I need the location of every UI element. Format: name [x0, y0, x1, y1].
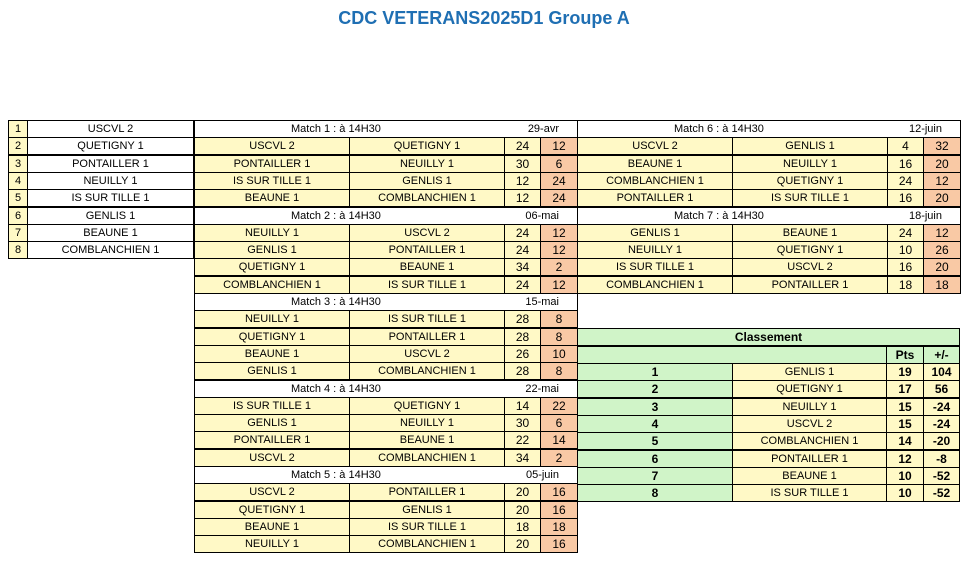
standings-team: COMBLANCHIEN 1 [732, 432, 887, 450]
away-team: QUETIGNY 1 [732, 172, 888, 190]
standings-diff: -8 [923, 450, 960, 468]
away-score: 16 [540, 483, 578, 501]
matchday-label: Match 3 : à 14H30 [291, 296, 381, 308]
home-team: USCVL 2 [194, 449, 350, 467]
away-team: PONTAILLER 1 [732, 276, 888, 294]
home-score: 24 [504, 276, 541, 294]
home-team: QUETIGNY 1 [194, 501, 350, 519]
matchday-header [577, 120, 961, 138]
away-score: 12 [540, 276, 578, 294]
home-score: 24 [887, 172, 924, 190]
team-number: 1 [8, 120, 28, 138]
pts-header: Pts [886, 346, 924, 364]
matchday-date: 05-juin [525, 469, 559, 481]
matchday-label: Match 2 : à 14H30 [291, 209, 381, 222]
standings-pts: 17 [886, 380, 924, 398]
home-score: 16 [887, 258, 924, 276]
home-score: 34 [504, 258, 541, 276]
matchday-label: Match 4 : à 14H30 [291, 382, 381, 395]
away-score: 2 [540, 258, 578, 276]
team-name: COMBLANCHIEN 1 [27, 241, 194, 259]
home-team: COMBLANCHIEN 1 [194, 276, 350, 294]
home-team: BEAUNE 1 [194, 189, 350, 207]
standings-team: PONTAILLER 1 [732, 450, 887, 468]
away-score: 10 [540, 345, 578, 363]
diff-header: +/- [923, 346, 960, 364]
home-score: 12 [504, 172, 541, 190]
home-score: 16 [887, 155, 924, 173]
away-score: 12 [540, 137, 578, 155]
page-title: CDC VETERANS2025D1 Groupe A [338, 8, 630, 28]
home-team: QUETIGNY 1 [194, 258, 350, 276]
matchday-header [194, 466, 578, 484]
standings-team: NEUILLY 1 [732, 398, 887, 416]
standings-pts: 10 [886, 484, 924, 502]
standings-rank: 7 [577, 467, 733, 485]
team-name: PONTAILLER 1 [27, 155, 194, 173]
home-score: 24 [887, 224, 924, 242]
home-team: PONTAILLER 1 [194, 431, 350, 449]
away-score: 8 [540, 310, 578, 328]
away-team: IS SUR TILLE 1 [349, 310, 505, 328]
standings-pts: 15 [886, 415, 924, 433]
home-score: 34 [504, 449, 541, 467]
away-team: GENLIS 1 [349, 501, 505, 519]
away-team: NEUILLY 1 [349, 414, 505, 432]
home-team: IS SUR TILLE 1 [194, 397, 350, 415]
matchday-header [194, 293, 578, 311]
home-team: BEAUNE 1 [577, 155, 733, 173]
home-team: QUETIGNY 1 [194, 328, 350, 346]
home-team: GENLIS 1 [194, 414, 350, 432]
team-number: 8 [8, 241, 28, 259]
standings-rank: 4 [577, 415, 733, 433]
away-team: IS SUR TILLE 1 [349, 276, 505, 294]
home-team: BEAUNE 1 [194, 518, 350, 536]
matchday-label: Match 6 : à 14H30 [674, 123, 764, 135]
home-team: BEAUNE 1 [194, 345, 350, 363]
home-score: 24 [504, 241, 541, 259]
away-team: QUETIGNY 1 [349, 137, 505, 155]
matchday-date: 12-juin [908, 123, 942, 135]
matchday-header [194, 120, 578, 138]
standings-team: GENLIS 1 [732, 363, 887, 381]
home-score: 30 [504, 414, 541, 432]
standings-diff: -24 [923, 398, 960, 416]
team-number: 5 [8, 189, 28, 207]
standings-diff: -20 [923, 432, 960, 450]
away-score: 12 [540, 241, 578, 259]
matchday-date: 18-juin [908, 209, 942, 222]
away-score: 24 [540, 172, 578, 190]
standings-team: IS SUR TILLE 1 [732, 484, 887, 502]
home-score: 20 [504, 535, 541, 553]
away-score: 16 [540, 501, 578, 519]
home-score: 20 [504, 501, 541, 519]
standings-team: QUETIGNY 1 [732, 380, 887, 398]
matchday-label: Match 5 : à 14H30 [291, 469, 381, 481]
team-name: BEAUNE 1 [27, 224, 194, 242]
away-team: IS SUR TILLE 1 [732, 189, 888, 207]
home-team: NEUILLY 1 [194, 224, 350, 242]
away-score: 14 [540, 431, 578, 449]
away-team: USCVL 2 [732, 258, 888, 276]
away-score: 18 [540, 518, 578, 536]
matchday-date: 06-mai [525, 209, 559, 222]
team-number: 7 [8, 224, 28, 242]
away-score: 22 [540, 397, 578, 415]
away-team: USCVL 2 [349, 224, 505, 242]
team-name: NEUILLY 1 [27, 172, 194, 190]
home-team: NEUILLY 1 [577, 241, 733, 259]
matchday-header [194, 207, 578, 225]
team-name: USCVL 2 [27, 120, 194, 138]
away-score: 6 [540, 414, 578, 432]
home-score: 30 [504, 155, 541, 173]
standings-team: USCVL 2 [732, 415, 887, 433]
away-score: 12 [923, 224, 961, 242]
matchday-date: 22-mai [525, 382, 559, 395]
away-team: NEUILLY 1 [349, 155, 505, 173]
away-team: PONTAILLER 1 [349, 241, 505, 259]
standings-team: BEAUNE 1 [732, 467, 887, 485]
home-score: 18 [887, 276, 924, 294]
standings-diff: -52 [923, 484, 960, 502]
away-team: QUETIGNY 1 [732, 241, 888, 259]
away-score: 32 [923, 137, 961, 155]
home-score: 14 [504, 397, 541, 415]
home-team: GENLIS 1 [194, 241, 350, 259]
home-score: 28 [504, 328, 541, 346]
home-team: PONTAILLER 1 [194, 155, 350, 173]
home-team: PONTAILLER 1 [577, 189, 733, 207]
home-score: 10 [887, 241, 924, 259]
home-team: NEUILLY 1 [194, 535, 350, 553]
standings-pts: 10 [886, 467, 924, 485]
away-team: GENLIS 1 [349, 172, 505, 190]
matchday-header [194, 380, 578, 398]
home-score: 28 [504, 310, 541, 328]
standings-diff: 56 [923, 380, 960, 398]
away-team: COMBLANCHIEN 1 [349, 189, 505, 207]
matchday-label: Match 7 : à 14H30 [674, 209, 764, 222]
home-team: GENLIS 1 [577, 224, 733, 242]
away-team: BEAUNE 1 [732, 224, 888, 242]
matchday-label: Match 1 : à 14H30 [291, 123, 381, 135]
home-team: GENLIS 1 [194, 362, 350, 380]
away-score: 20 [923, 258, 961, 276]
home-score: 24 [504, 224, 541, 242]
standings-title: Classement [577, 328, 960, 346]
home-score: 22 [504, 431, 541, 449]
away-team: COMBLANCHIEN 1 [349, 535, 505, 553]
team-number: 6 [8, 207, 28, 225]
standings-rank: 1 [577, 363, 733, 381]
away-score: 20 [923, 155, 961, 173]
standings-rank: 8 [577, 484, 733, 502]
standings-diff: -24 [923, 415, 960, 433]
home-team: USCVL 2 [194, 137, 350, 155]
standings-rank: 2 [577, 380, 733, 398]
standings-diff: 104 [923, 363, 960, 381]
away-team: NEUILLY 1 [732, 155, 888, 173]
home-score: 16 [887, 189, 924, 207]
home-score: 18 [504, 518, 541, 536]
away-score: 6 [540, 155, 578, 173]
home-score: 20 [504, 483, 541, 501]
home-team: NEUILLY 1 [194, 310, 350, 328]
team-number: 4 [8, 172, 28, 190]
team-number: 2 [8, 137, 28, 155]
away-score: 8 [540, 328, 578, 346]
home-score: 12 [504, 189, 541, 207]
home-team: COMBLANCHIEN 1 [577, 276, 733, 294]
home-score: 24 [504, 137, 541, 155]
away-score: 2 [540, 449, 578, 467]
team-name: GENLIS 1 [27, 207, 194, 225]
away-team: PONTAILLER 1 [349, 328, 505, 346]
home-team: USCVL 2 [577, 137, 733, 155]
away-score: 18 [923, 276, 961, 294]
home-score: 28 [504, 362, 541, 380]
home-score: 4 [887, 137, 924, 155]
standings-rank: 3 [577, 398, 733, 416]
matchday-header [577, 207, 961, 225]
standings-pts: 15 [886, 398, 924, 416]
home-score: 26 [504, 345, 541, 363]
away-team: GENLIS 1 [732, 137, 888, 155]
home-team: USCVL 2 [194, 483, 350, 501]
away-score: 20 [923, 189, 961, 207]
away-score: 24 [540, 189, 578, 207]
home-team: IS SUR TILLE 1 [194, 172, 350, 190]
standings-pts: 14 [886, 432, 924, 450]
away-team: USCVL 2 [349, 345, 505, 363]
team-name: QUETIGNY 1 [27, 137, 194, 155]
standings-rank: 5 [577, 432, 733, 450]
away-team: COMBLANCHIEN 1 [349, 362, 505, 380]
standings-rank: 6 [577, 450, 733, 468]
away-score: 8 [540, 362, 578, 380]
home-team: COMBLANCHIEN 1 [577, 172, 733, 190]
away-team: QUETIGNY 1 [349, 397, 505, 415]
matchday-date: 15-mai [525, 296, 559, 308]
standings-pts: 12 [886, 450, 924, 468]
matchday-date: 29-avr [527, 123, 559, 135]
away-score: 12 [923, 172, 961, 190]
away-team: BEAUNE 1 [349, 258, 505, 276]
away-team: COMBLANCHIEN 1 [349, 449, 505, 467]
standings-diff: -52 [923, 467, 960, 485]
standings-header-blank [577, 346, 887, 364]
away-score: 16 [540, 535, 578, 553]
away-team: PONTAILLER 1 [349, 483, 505, 501]
standings-pts: 19 [886, 363, 924, 381]
home-team: IS SUR TILLE 1 [577, 258, 733, 276]
away-team: BEAUNE 1 [349, 431, 505, 449]
team-name: IS SUR TILLE 1 [27, 189, 194, 207]
away-score: 26 [923, 241, 961, 259]
away-score: 12 [540, 224, 578, 242]
away-team: IS SUR TILLE 1 [349, 518, 505, 536]
team-number: 3 [8, 155, 28, 173]
